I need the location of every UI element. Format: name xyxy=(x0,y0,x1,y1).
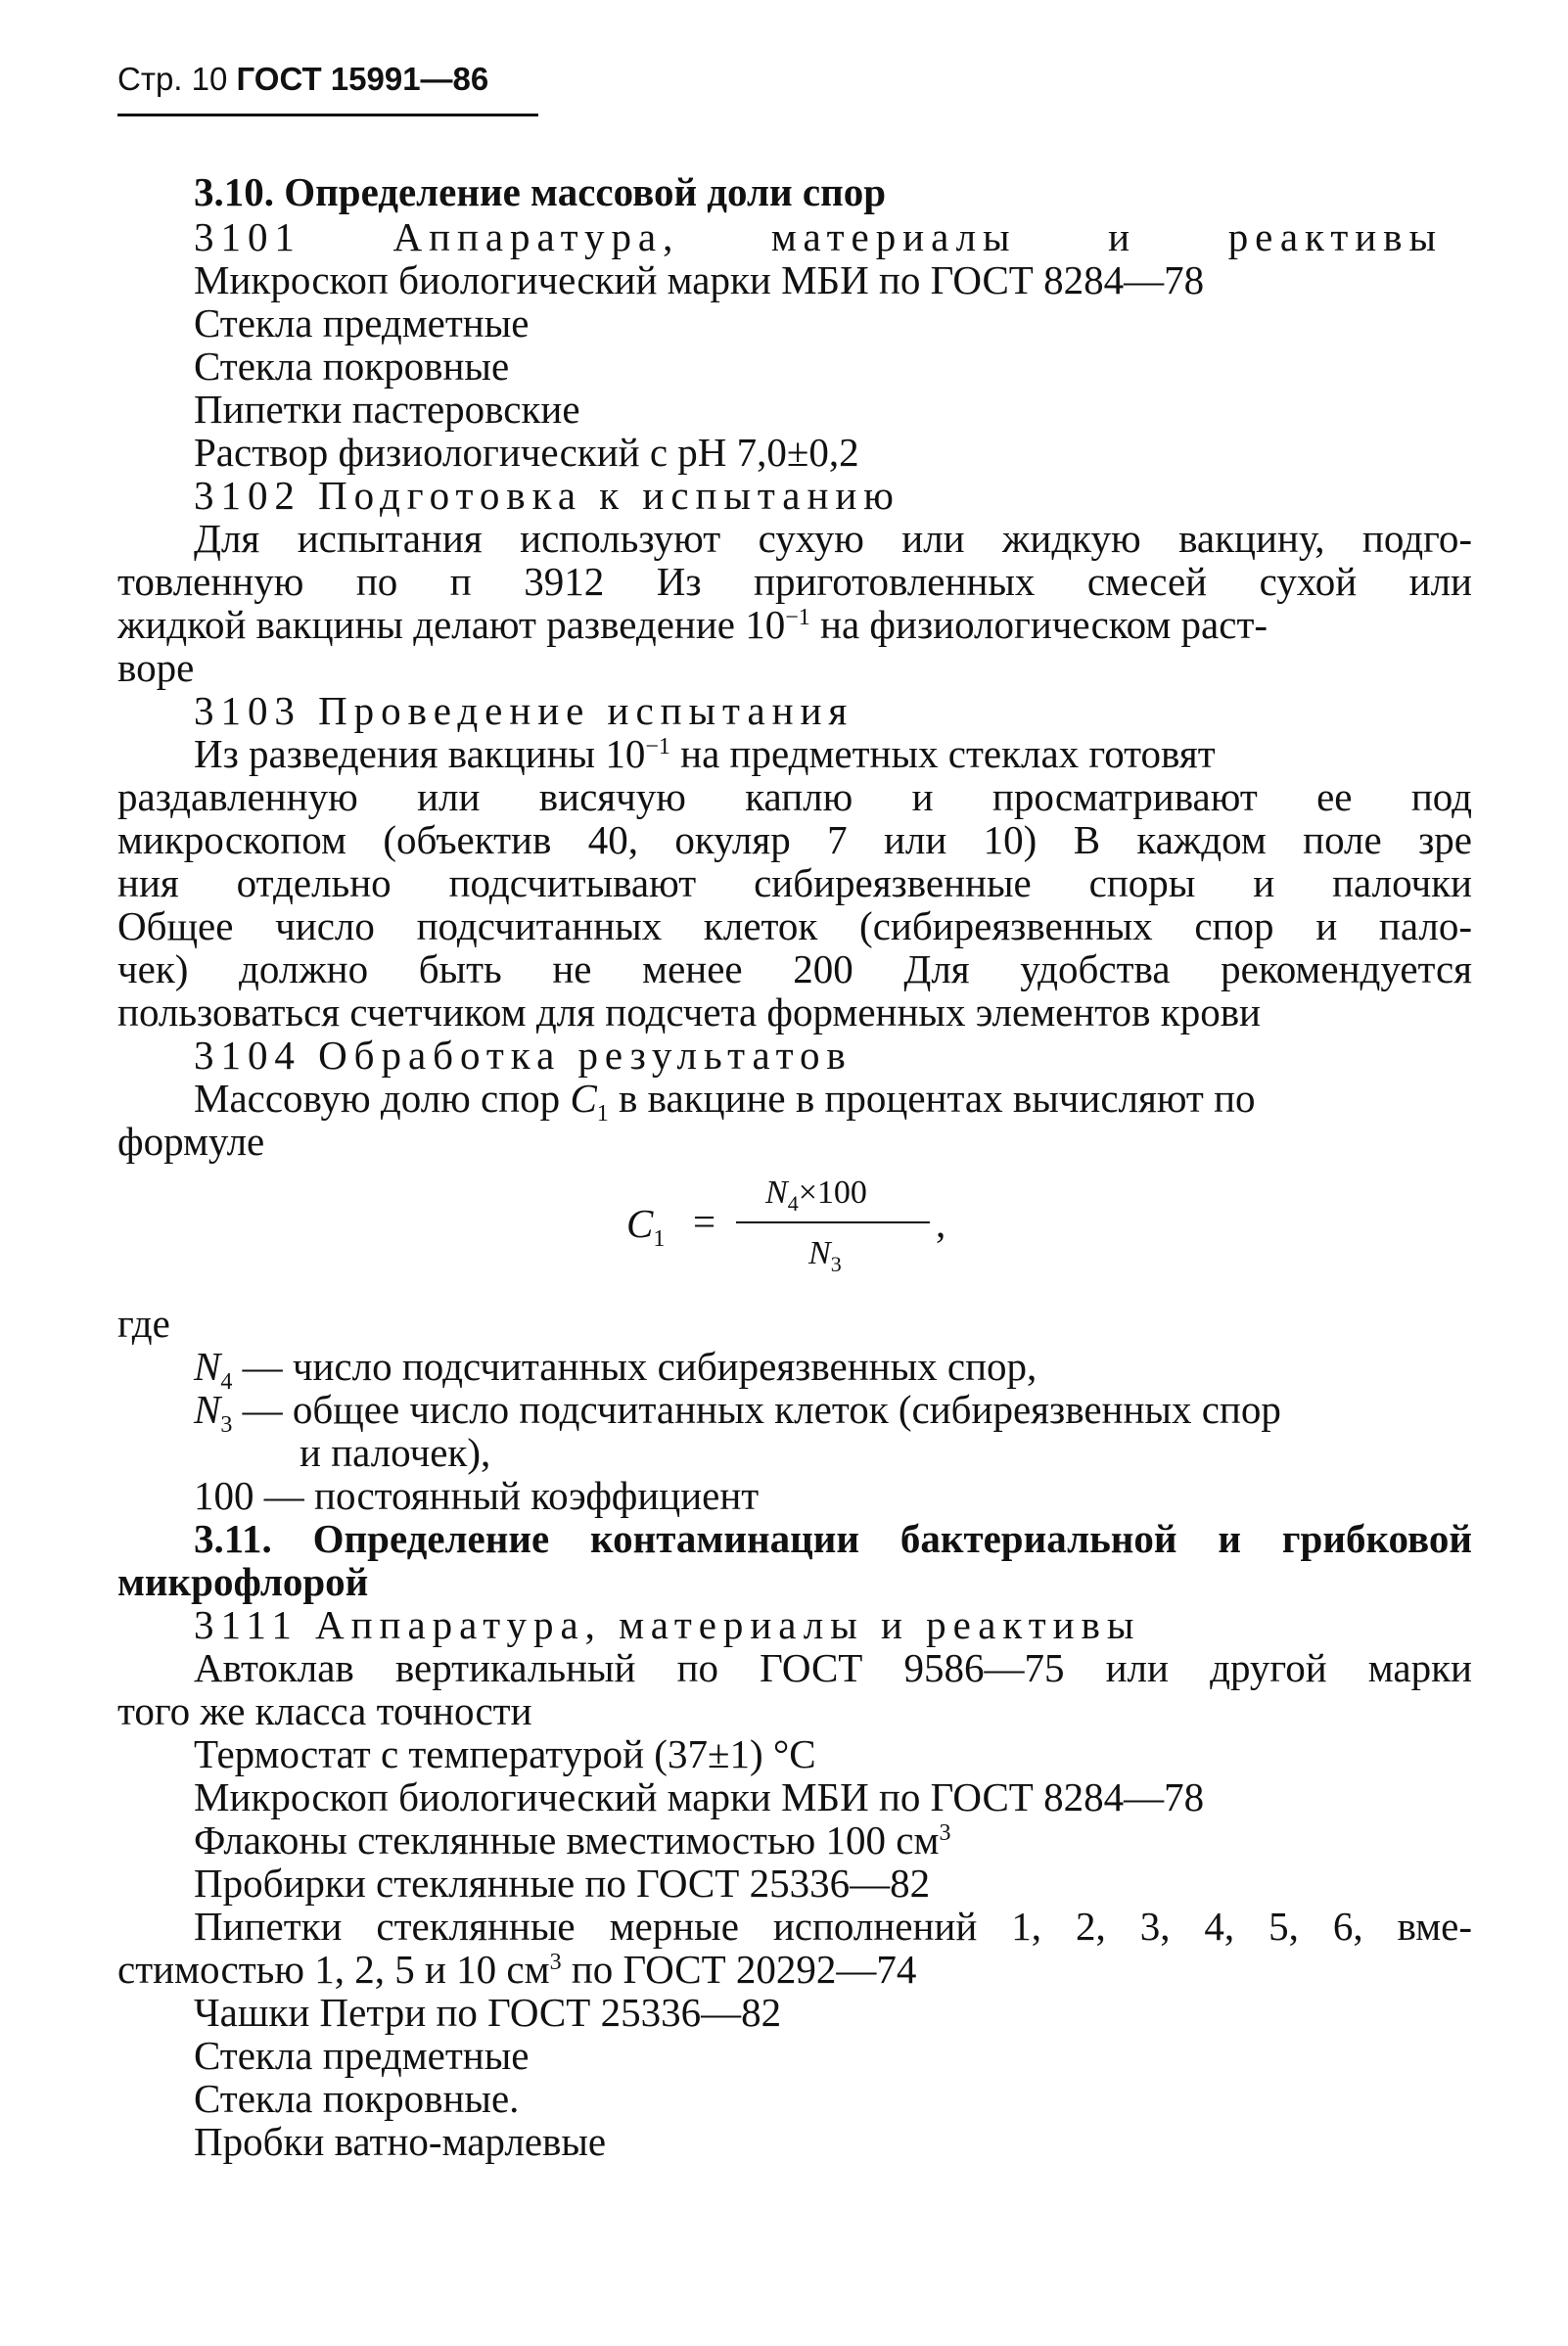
list-item: Стекла покровные. xyxy=(194,2076,520,2121)
formula-denominator: $N_3$ xyxy=(808,1235,842,1276)
section-3-11-title-cont: микрофлорой xyxy=(117,1559,369,1604)
where-label: где xyxy=(117,1301,170,1346)
exponent: −1 xyxy=(645,734,670,759)
section-3-11-1-heading: 3111 Аппаратура, материалы и реактивы xyxy=(194,1602,1141,1647)
list-item: Флаконы стеклянные вместимостью 100 $см^3$ xyxy=(194,1817,951,1863)
legend-item: $N_3$ — общее число подсчитанных клеток (сибиреязвенных спор xyxy=(194,1387,1281,1439)
legend-item: $N_4$ — число подсчитанных сибиреязвенных спор, xyxy=(194,1344,1038,1396)
legend-item: 100 — постоянный коэффициент xyxy=(194,1473,760,1518)
fraction-bar xyxy=(736,1221,930,1223)
page-header xyxy=(117,61,488,98)
list-item: Микроскоп биологический марки МБИ по ГОСТ 8284—78 xyxy=(194,1774,1205,1819)
paragraph-line: Для испытания используют сухую или жидкую вакцину, подго- xyxy=(194,516,1472,561)
paragraph-line: товленную по п 3912 Из приготовленных смесей сухой или xyxy=(117,559,1472,604)
section-3-10-2-heading: 3102 Подготовка к испытанию xyxy=(194,473,900,518)
list-item: того же класса точности xyxy=(117,1688,532,1733)
exponent: 3 xyxy=(549,1950,562,1975)
formula-lhs: $C_1$ xyxy=(626,1201,666,1253)
paragraph-line: воре xyxy=(117,645,195,690)
formula-equals: = xyxy=(693,1199,716,1244)
section-3-10-3-heading: 3103 Проведение испытания xyxy=(194,688,854,733)
list-item: Пробки ватно-марлевые xyxy=(194,2119,607,2164)
list-item: стимостью 1, 2, 5 и 10 $см^3$ по ГОСТ 20292—74 xyxy=(117,1947,917,1992)
exponent: −1 xyxy=(785,605,810,630)
list-item: Микроскоп биологический марки МБИ по ГОСТ 8284—78 xyxy=(194,257,1205,302)
list-item: Пипетки пастеровские xyxy=(194,387,580,432)
paragraph-line: пользоваться счетчиком для подсчета форменных элементов крови xyxy=(117,989,1261,1035)
list-item: Термостат с температурой (37±1) °С xyxy=(194,1731,816,1776)
paragraph-line: раздавленную или висячую каплю и просматривают ее под xyxy=(117,774,1472,819)
paragraph-line: ния отдельно подсчитывают сибиреязвенные споры и палочки xyxy=(117,860,1472,905)
paragraph-line: жидкой вакцины делают разведение $10^{-1}$ на физиологическом раст- xyxy=(117,602,1268,647)
section-3-10-title: 3.10. Определение массовой доли спор xyxy=(194,169,887,214)
paragraph-line: микроскопом (объектив 40, окуляр 7 или 10) В каждом поле зре xyxy=(117,817,1472,862)
list-item: Стекла покровные xyxy=(194,344,510,389)
list-item: Раствор физиологический с pH 7,0±0,2 xyxy=(194,430,859,475)
standard-number: ГОСТ 15991—86 xyxy=(236,61,489,97)
list-item: Автоклав вертикальный по ГОСТ 9586—75 или другой марки xyxy=(194,1645,1472,1690)
section-3-10-1-heading: 3101 Аппаратура, материалы и реактивы xyxy=(194,214,1443,259)
subscript: 1 xyxy=(596,1101,609,1127)
section-3-10-4-heading: 3104 Обработка результатов xyxy=(194,1033,853,1078)
paragraph-line: формуле xyxy=(117,1119,265,1164)
list-item: Стекла предметные xyxy=(194,2033,530,2078)
list-item: Пробирки стеклянные по ГОСТ 25336—82 xyxy=(194,1861,931,1906)
formula-comma: , xyxy=(936,1201,946,1246)
legend-item: и палочек), xyxy=(300,1430,491,1475)
paragraph-line: чек) должно быть не менее 200 Для удобства рекомендуется xyxy=(117,946,1472,991)
exponent: 3 xyxy=(939,1820,951,1846)
formula xyxy=(626,1174,946,1292)
formula-numerator: $N_4\times 100$ xyxy=(765,1174,867,1216)
list-item: Стекла предметные xyxy=(194,300,530,345)
paragraph-line: Общее число подсчитанных клеток (сибиреязвенных спор и пало- xyxy=(117,903,1472,948)
page-number: Стр. 10 xyxy=(117,61,228,97)
header-rule xyxy=(117,114,538,116)
paragraph-line: Массовую долю спор $C_1$ в вакцине в процентах вычисляют по xyxy=(194,1076,1256,1127)
paragraph-line: Из разведения вакцины $10^{-1}$ на предметных стеклах готовят xyxy=(194,731,1216,776)
variable: C xyxy=(570,1076,597,1121)
list-item: Чашки Петри по ГОСТ 25336—82 xyxy=(194,1990,782,2035)
section-3-11-title: 3.11. Определение контаминации бактериальной и грибковой xyxy=(194,1516,1472,1561)
list-item: Пипетки стеклянные мерные исполнений 1, 2, 3, 4, 5, 6, вме- xyxy=(194,1904,1472,1949)
